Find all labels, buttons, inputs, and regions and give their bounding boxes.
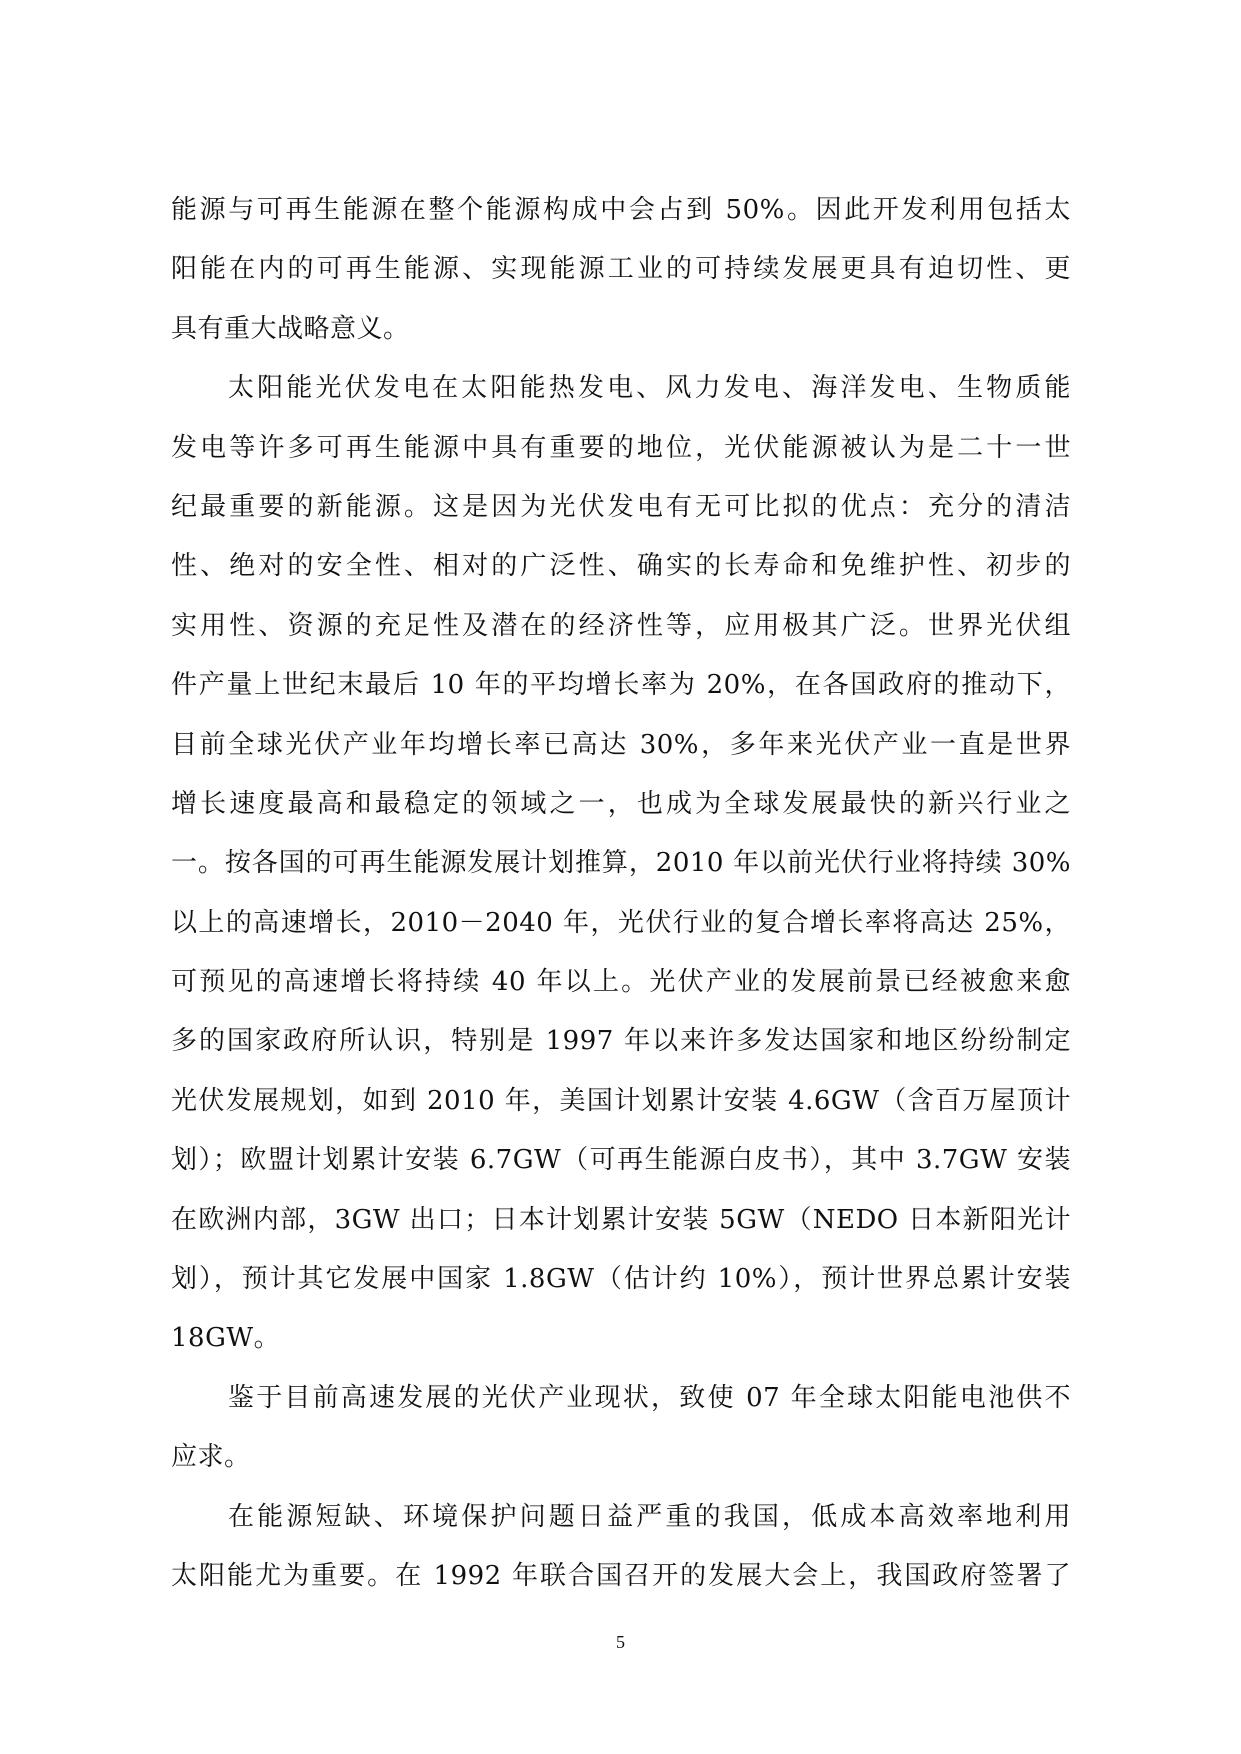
text-line: 应求。 xyxy=(171,1442,251,1473)
text-line: 18GW。 xyxy=(171,1323,281,1354)
text-line: 阳能在内的可再生能源、实现能源工业的可持续发展更具有迫切性、更 xyxy=(171,254,1071,285)
text-line: 太阳能尤为重要。在 1992 年联合国召开的发展大会上，我国政府签署了 xyxy=(171,1560,1071,1591)
text-line: 目前全球光伏产业年均增长率已高达 30%，多年来光伏产业一直是世界 xyxy=(171,729,1071,760)
text-line: 光伏发展规划，如到 2010 年，美国计划累计安装 4.6GW（含百万屋顶计 xyxy=(171,1085,1071,1116)
text-line: 多的国家政府所认识，特别是 1997 年以来许多发达国家和地区纷纷制定 xyxy=(171,1026,1071,1057)
text-line: 一。按各国的可再生能源发展计划推算，2010 年以前光伏行业将持续 30% xyxy=(171,848,1071,879)
text-line: 划），预计其它发展中国家 1.8GW（估计约 10%），预计世界总累计安装 xyxy=(171,1264,1071,1295)
text-line: 能源与可再生能源在整个能源构成中会占到 50%。因此开发利用包括太 xyxy=(171,195,1071,225)
text-line: 划）；欧盟计划累计安装 6.7GW（可再生能源白皮书），其中 3.7GW 安装 xyxy=(171,1145,1071,1176)
text-line: 纪最重要的新能源。这是因为光伏发电有无可比拟的优点：充分的清洁 xyxy=(171,491,1071,522)
text-line: 在欧洲内部，3GW 出口；日本计划累计安装 5GW（NEDO 日本新阳光计 xyxy=(171,1204,1071,1235)
body-text xyxy=(171,181,1071,1606)
text-line: 增长速度最高和最稳定的领域之一，也成为全球发展最快的新兴行业之 xyxy=(171,788,1071,819)
text-line: 可预见的高速增长将持续 40 年以上。光伏产业的发展前景已经被愈来愈 xyxy=(171,967,1071,998)
text-line: 在能源短缺、环境保护问题日益严重的我国，低成本高效率地利用 xyxy=(228,1501,1071,1532)
text-line: 具有重大战略意义。 xyxy=(171,313,410,344)
text-line: 以上的高速增长，2010－2040 年，光伏行业的复合增长率将高达 25%， xyxy=(171,907,1071,938)
text-line: 发电等许多可再生能源中具有重要的地位，光伏能源被认为是二十一世 xyxy=(171,432,1071,463)
page-number: 5 xyxy=(616,1632,625,1652)
text-line: 鉴于目前高速发展的光伏产业现状，致使 07 年全球太阳能电池供不 xyxy=(228,1382,1071,1413)
text-line: 件产量上世纪末最后 10 年的平均增长率为 20%，在各国政府的推动下， xyxy=(171,670,1071,701)
text-line: 太阳能光伏发电在太阳能热发电、风力发电、海洋发电、生物质能 xyxy=(228,373,1071,404)
text-line: 实用性、资源的充足性及潜在的经济性等，应用极其广泛。世界光伏组 xyxy=(171,610,1071,641)
text-line: 性、绝对的安全性、相对的广泛性、确实的长寿命和免维护性、初步的 xyxy=(171,551,1071,582)
